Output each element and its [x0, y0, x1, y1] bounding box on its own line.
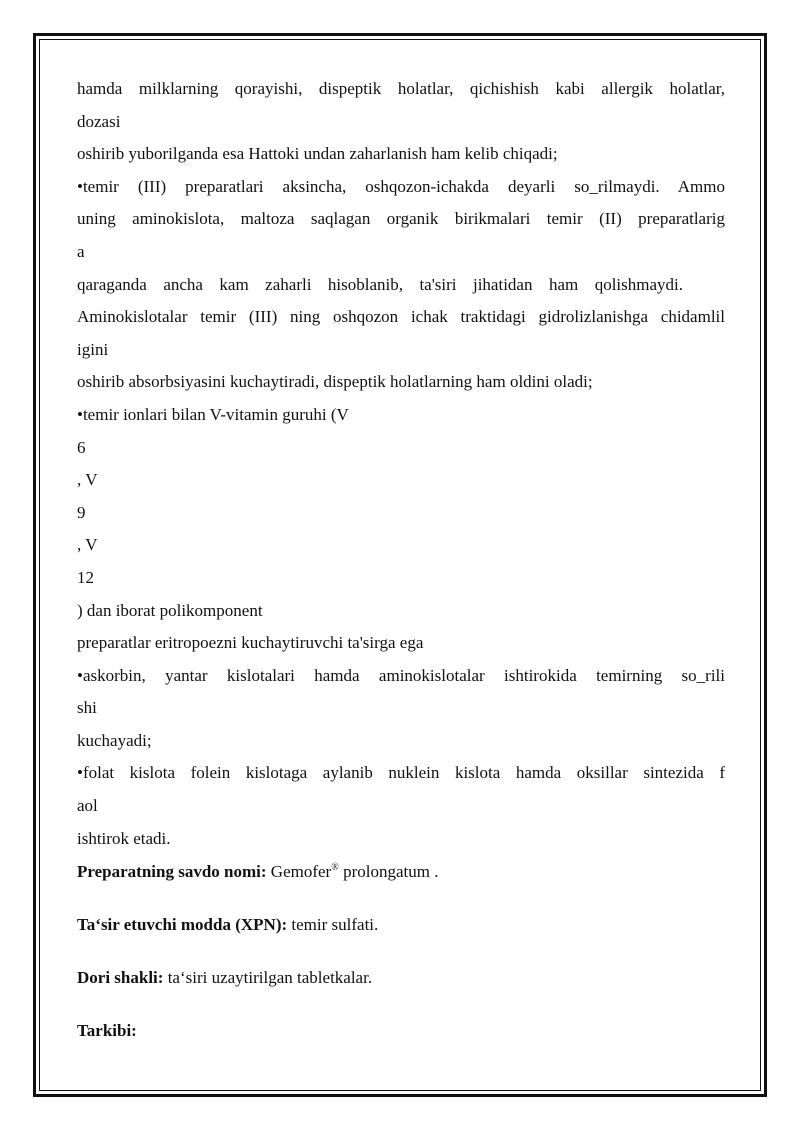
- bullet-line: •askorbin, yantar kislotalari hamda aminokislotalar ishtirokida temirning so_rili: [77, 665, 725, 685]
- text-line: Aminokislotalar temir (III) ning oshqozon ichak traktidagi gidrolizlanishga chidamlil: [77, 307, 725, 327]
- trade-name-label: Preparatning savdo nomi:: [77, 862, 267, 882]
- trade-name-row: [77, 855, 725, 888]
- text-line: dozasi: [77, 111, 121, 131]
- text-line: 12: [77, 567, 94, 587]
- bullet-line: •temir (III) preparatlari aksincha, oshqozon-ichakda deyarli so_rilmaydi. Ammo: [77, 176, 725, 196]
- text-line: a: [77, 241, 85, 261]
- text-line: ishtirok etadi.: [77, 828, 171, 848]
- bullet-line: •folat kislota folein kislotaga aylanib nuklein kislota hamda oksillar sintezida f: [77, 763, 725, 783]
- text-line: shi: [77, 698, 97, 718]
- text-line: 9: [77, 502, 86, 522]
- text-line: aol: [77, 796, 98, 816]
- bullet-line: •temir ionlari bilan V-vitamin guruhi (V: [77, 404, 349, 424]
- trade-name-value: Gemofer: [270, 862, 332, 882]
- active-substance-value: temir sulfati.: [287, 915, 379, 935]
- text-line: kuchayadi;: [77, 730, 152, 750]
- text-line: igini: [77, 339, 109, 359]
- text-line: 6: [77, 437, 86, 457]
- registered-mark: ®: [331, 862, 339, 874]
- document-body: [77, 73, 725, 1047]
- composition-label: Tarkibi:: [77, 1021, 137, 1041]
- text-line: , V: [77, 535, 98, 555]
- active-substance-label: Ta‘sir etuvchi modda (XPN):: [77, 915, 288, 935]
- trade-name-suffix: prolongatum .: [338, 862, 439, 882]
- dosage-form-row: [77, 961, 725, 994]
- text-line: qaraganda ancha kam zaharli hisoblanib, ta'siri jihatidan ham qolishmaydi.: [77, 274, 683, 294]
- composition-row: [77, 1014, 725, 1047]
- text-line: uning aminokislota, maltoza saqlagan organik birikmalari temir (II) preparatlarig: [77, 209, 725, 229]
- text-line: oshirib yuborilganda esa Hattoki undan zaharlanish ham kelib chiqadi;: [77, 144, 558, 164]
- dosage-form-label: Dori shakli:: [77, 968, 164, 988]
- text-line: hamda milklarning qorayishi, dispeptik holatlar, qichishish kabi allergik holatlar,: [77, 79, 725, 98]
- active-substance-row: [77, 908, 725, 941]
- text-line: oshirib absorbsiyasini kuchaytiradi, dispeptik holatlarning ham oldini oladi;: [77, 372, 593, 392]
- text-line: preparatlar eritropoezni kuchaytiruvchi ta'sirga ega: [77, 633, 424, 653]
- text-line: , V: [77, 470, 98, 490]
- dosage-form-value: ta‘siri uzaytirilgan tabletkalar.: [163, 968, 373, 988]
- text-line: ) dan iborat polikomponent: [77, 600, 263, 620]
